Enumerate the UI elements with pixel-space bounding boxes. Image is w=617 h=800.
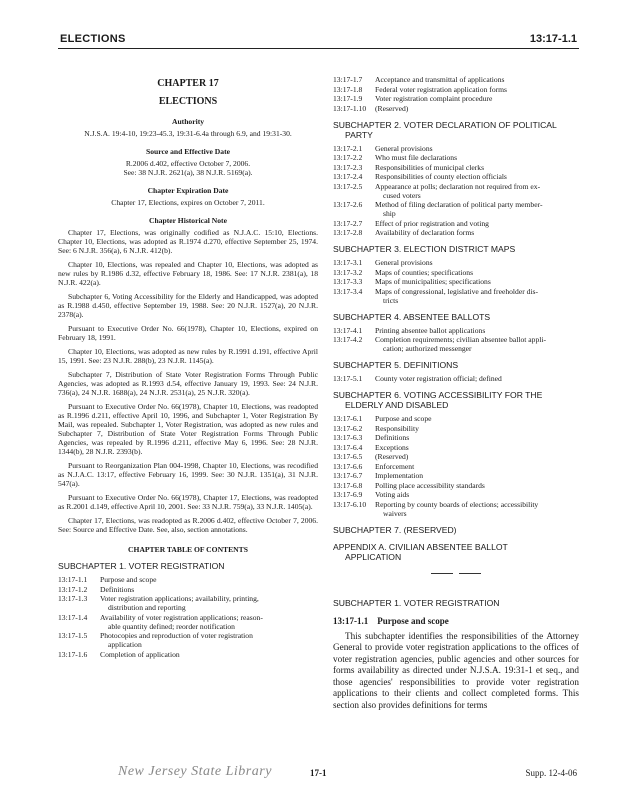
header-rule [58,48,579,49]
toc-entry-title-continuation: ship [383,209,396,218]
toc-entry [58,594,318,612]
toc-entry-title-line: Purpose and scope [375,414,432,423]
toc-entry-number: 13:17-6.5 [333,452,363,461]
history-note-paragraph: Subchapter 7, Distribution of State Voter Registration Forms Through Public Agencies, was adopted as R.1993 d.54, effective January 19, 1993. See: 24 N.J.R. 736(a), 24 N.J.R. 1688(a), 24 N.J.R. 2531(a), 25 N.J.R. 320(a). [58,370,318,397]
toc-entry-title [375,490,579,499]
chapter-title: CHAPTER 17 [157,78,219,89]
toc-entry [333,414,579,423]
toc-entry-title [375,500,579,518]
toc-subchapter-1: SUBCHAPTER 1. VOTER REGISTRATION [58,561,225,571]
toc-entry-number: 13:17-2.2 [333,153,363,162]
toc-entry-title-line: Printing absentee ballot applications [375,325,486,335]
toc-subchapter-3: SUBCHAPTER 3. ELECTION DISTRICT MAPS [333,244,516,254]
toc-entry-number: 13:17-1.7 [333,75,363,84]
toc-entry-title-continuation: cation; authorized messenger [383,344,472,353]
toc-entry [333,200,579,218]
history-notes [58,228,318,534]
history-note-paragraph: Chapter 10, Elections, was adopted as new rules by R.1991 d.191, effective April 15, 1991. See: 23 N.J.R. 288(b), 23 N.J.R. 1145(a). [58,347,318,365]
section-divider [333,569,579,578]
toc-entry [333,277,579,286]
toc-entry-number: 13:17-3.3 [333,277,363,286]
toc-entry-title-line: Responsibility [375,423,419,433]
toc-entry-number: 13:17-1.8 [333,84,363,94]
toc-entry-title [375,172,579,181]
toc-entry [333,374,579,383]
history-note-paragraph: Pursuant to Executive Order No. 66(1978), Chapter 10, Elections, expired on February 18, 1991. [58,324,318,342]
supplement-date: Supp. 12-4-06 [525,768,577,778]
authority-heading: Authority [171,117,205,126]
toc-entry-title-line: (Reserved) [375,103,409,113]
toc-entry-title-line: Maps of counties; specifications [375,267,474,277]
toc-entry-title-line: Availability of declaration forms [375,228,475,237]
toc-entry-title-line: Responsibilities of county election officials [375,172,507,181]
toc-entry-title [375,153,579,162]
toc-entry-number: 13:17-4.1 [333,325,363,335]
toc-entry-number: 13:17-1.2 [58,584,88,594]
toc-entry [333,326,579,335]
toc-entry-title [100,585,318,594]
toc-subchapter-5-list [333,374,579,383]
toc-entry-title-continuation: tricts [383,295,399,305]
toc-entry [58,575,318,584]
toc-entry-number: 13:17-6.4 [333,442,363,452]
toc-entry-title-line: General provisions [375,143,433,153]
page-number: 17-1 [310,768,327,778]
toc-entry [333,335,579,353]
toc-entry [333,228,579,237]
authority-text: N.J.S.A. 19:4-10, 19:23-45.3, 19:31-6.4a through 6.9, and 19:31-30. [84,129,292,138]
history-note-paragraph: Chapter 17, Elections, was readopted as R.2006 d.402, effective October 7, 2006. See: Source and Effective Date. See, also, section annotations. [58,516,318,534]
toc-entry [333,433,579,442]
body-subchapter-heading: SUBCHAPTER 1. VOTER REGISTRATION [333,597,500,608]
toc-entry-title [100,575,318,584]
toc-entry [333,144,579,153]
chapter-name: ELECTIONS [158,96,218,107]
toc-appendix-a-title-cont: APPLICATION [345,551,402,562]
toc-entry-title [375,144,579,153]
toc-entry-title-line: Availability of voter registration applications; reason- [100,612,263,622]
toc-entry [333,182,579,200]
toc-entry-title-line: Photocopies and reproduction of voter registration [100,631,253,640]
toc-entry [333,471,579,480]
toc-entry-title-line: Purpose and scope [100,575,157,584]
toc-entry-title [100,631,318,649]
toc-entry-title-line: Maps of congressional, legislative and freeholder dis- [375,286,539,296]
toc-entry-title-line: Appearance at polls; declaration not required from ex- [375,181,541,191]
toc-entry-number: 13:17-1.5 [58,631,88,640]
toc-entry-number: 13:17-2.1 [333,143,363,153]
toc-entry-number: 13:17-6.8 [333,480,363,490]
history-note-paragraph: Pursuant to Reorganization Plan 004-1998, Chapter 10, Elections, was recodified as N.J.A.C. 13:17, effective February 16, 1999. See: 30 N.J.R. 1351(a), 31 N.J.R. 547(a). [58,461,318,488]
source-heading: Source and Effective Date [145,147,230,156]
running-header-title: ELECTIONS [60,33,126,45]
toc-entry-number: 13:17-2.6 [333,200,363,209]
toc-entry-title [375,163,579,172]
toc-entry-number: 13:17-2.5 [333,181,363,191]
source-text-1: R.2006 d.402, effective October 7, 2006. [125,159,251,168]
left-column [58,75,318,659]
toc-entry-number: 13:17-1.4 [58,612,88,622]
toc-entry-title-line: Who must file declarations [375,153,458,162]
toc-subchapter-2 [333,120,579,140]
toc-entry-number: 13:17-1.6 [58,649,88,659]
toc-entry-title-line: Reporting by county boards of elections; accessibility [375,499,539,509]
toc-entry-number: 13:17-1.1 [58,575,88,584]
toc-entry-title [375,443,579,452]
toc-subchapter-4-list [333,326,579,354]
toc-entry-title-line: Method of filing declaration of political party member- [375,200,543,209]
history-note-paragraph: Pursuant to Executive Order No. 66(1978), Chapter 17, Elections, was readopted as R.2001 d.149, effective April 10, 2001. See: 33 N.J.R. 759(a), 33 N.J.R. 1405(a). [58,493,318,511]
toc-appendix-a [333,542,579,562]
toc-entry-title-line: Exceptions [375,442,409,452]
toc-entry-title-line: Implementation [375,471,424,480]
toc-entry-title [375,452,579,461]
toc-subchapter-1-list [58,575,318,659]
toc-entry-title [100,594,318,612]
toc-entry-title [375,75,579,84]
toc-entry-number: 13:17-6.1 [333,414,363,423]
toc-entry-title [375,94,579,103]
toc-subchapter-6-list [333,414,579,518]
toc-entry [58,650,318,659]
toc-entry-title [100,613,318,631]
toc-entry-number: 13:17-1.3 [58,594,88,603]
toc-entry-number: 13:17-6.9 [333,490,363,499]
toc-entry-title [375,374,579,383]
toc-entry-title-continuation: application [108,640,142,649]
history-note-paragraph: Pursuant to Executive Order No. 66(1978), Chapter 10, Elections, was readopted as R.1996 d.211, effective April 10, 1996, and Subchapter 1, Voter Registration By Mail, was repealed. Subchapter 1, Voter Registration, was adopted as new rules and Subchapter 7, Distribution of State Voter Registration Forms Through Public Agencies, was repealed by R.1996 d.211, effective May 6, 1996. See: 28 N.J.R. 1344(b), 28 N.J.R. 2393(b). [58,402,318,456]
toc-subchapter-6-title-cont: ELDERLY AND DISABLED [345,400,449,410]
toc-subchapter-5: SUBCHAPTER 5. DEFINITIONS [333,360,459,370]
toc-entry [333,258,579,267]
toc-entry-title [375,462,579,471]
toc-subchapter-6-title: SUBCHAPTER 6. VOTING ACCESSIBILITY FOR THE [333,390,543,400]
toc-entry-number: 13:17-6.2 [333,423,363,433]
toc-entry-title [375,268,579,277]
running-header-section: 13:17-1.1 [529,33,577,45]
toc-entry [333,75,579,84]
toc-entry-number: 13:17-3.4 [333,286,363,296]
body-section-title: Purpose and scope [377,615,449,626]
toc-entry-title-line: Voter registration complaint procedure [375,94,493,103]
toc-entry-number: 13:17-1.10 [333,103,367,113]
toc-entry-number: 13:17-2.7 [333,218,363,228]
toc-entry-number: 13:17-2.4 [333,172,363,181]
toc-entry-title-line: Completion of application [100,649,180,659]
toc-entry-title-line: Maps of municipalities; specifications [375,277,491,286]
toc-entry-title-line: Polling place accessibility standards [375,480,485,490]
toc-entry-title-line: Definitions [375,433,410,442]
toc-entry-number: 13:17-6.7 [333,471,363,480]
library-watermark-logo: New Jersey State Library [118,764,272,779]
toc-entry-number: 13:17-6.10 [333,499,367,509]
toc-entry-title-line: General provisions [375,258,433,267]
toc-entry [58,613,318,631]
toc-entry-number: 13:17-2.8 [333,228,363,237]
toc-entry [333,153,579,162]
toc-entry-title-continuation: cused voters [383,190,421,200]
toc-entry-title [375,85,579,94]
toc-entry-number: 13:17-2.3 [333,162,363,172]
right-column [333,75,579,712]
toc-entry [333,452,579,461]
toc-entry-title-line: Completion requirements; civilian absentee ballot appli- [375,335,547,344]
toc-entry-title-line: (Reserved) [375,452,409,461]
toc-entry-title [375,481,579,490]
toc-subchapter-3-list [333,258,579,305]
toc-entry-number: 13:17-6.6 [333,461,363,471]
toc-entry-number: 13:17-4.2 [333,335,363,344]
toc-entry [333,94,579,103]
toc-entry-title [375,228,579,237]
toc-entry-title-line: Enforcement [375,461,415,471]
toc-entry [333,462,579,471]
toc-title: CHAPTER TABLE OF CONTENTS [128,545,248,554]
toc-appendix-a-title: APPENDIX A. CIVILIAN ABSENTEE BALLOT [333,541,508,552]
toc-entry-title [375,433,579,442]
toc-entry [333,172,579,181]
history-note-paragraph: Chapter 10, Elections, was repealed and Chapter 10, Elections, was adopted as new rules by R.1986 d.32, effective February 18, 1986. See: 17 N.J.R. 2381(a), 18 N.J.R. 422(a). [58,260,318,287]
toc-entry-title [375,471,579,480]
toc-entry [333,85,579,94]
toc-entry-number: 13:17-3.1 [333,258,363,267]
toc-entry-title [100,650,318,659]
toc-entry-title-line: Acceptance and transmittal of applications [375,75,505,84]
toc-entry-title-line: Definitions [100,584,135,594]
toc-entry-title-continuation: waivers [383,508,407,518]
toc-entry-title-line: Effect of prior registration and voting [375,218,489,228]
toc-entry-title [375,258,579,267]
toc-entry [333,219,579,228]
toc-entry-title-line: County voter registration official; defined [375,374,502,383]
toc-subchapter-2-list [333,144,579,238]
toc-entry-title-line: Voter registration applications; availability, printing, [100,594,259,603]
toc-entry-title [375,335,579,353]
history-heading: Chapter Historical Note [149,216,227,225]
toc-entry-title [375,219,579,228]
toc-entry [333,490,579,499]
toc-entry-title [375,424,579,433]
toc-entry-number: 13:17-5.1 [333,374,363,383]
toc-entry-number: 13:17-1.9 [333,94,363,103]
toc-entry [333,163,579,172]
toc-entry-title [375,277,579,286]
toc-entry-title-continuation: distribution and reporting [108,603,186,612]
toc-subchapter-2-title-cont: PARTY [345,129,373,140]
body-paragraph: This subchapter identifies the responsibilities of the Attorney General to provide voter registration applications to the offices of voter registration agencies, public agencies and other sources for forms availability as directed under N.J.S.A. 19:31-1 et seq., and those agencies' responsibilities to provide voter registration applications to their clients and collect completed forms. This section also provides definitions for terms [333,630,579,711]
toc-entry-title-line: Voting aids [375,490,410,499]
history-note-paragraph: Subchapter 6, Voting Accessibility for the Elderly and Handicapped, was adopted as R.1988 d.450, effective September 19, 1988. See: 20 N.J.R. 1527(a), 20 N.J.R. 2378(a). [58,292,318,319]
toc-entry-title-continuation: able quantity defined; reorder notification [108,621,235,631]
toc-entry-title-line: Federal voter registration application forms [375,84,508,94]
toc-subchapter-2-title: SUBCHAPTER 2. VOTER DECLARATION OF POLITICAL [333,119,557,130]
toc-entry-number: 13:17-6.3 [333,433,363,442]
toc-entry [58,585,318,594]
toc-entry-title-line: Responsibilities of municipal clerks [375,162,485,172]
toc-entry [333,500,579,518]
toc-entry-title [375,326,579,335]
toc-entry-number: 13:17-3.2 [333,267,363,277]
toc-entry [333,268,579,277]
toc-entry [333,104,579,113]
toc-entry [333,424,579,433]
toc-entry [333,287,579,305]
source-text-2: See: 38 N.J.R. 2621(a), 38 N.J.R. 5169(a). [123,168,253,177]
toc-subchapter-1-list-cont [333,75,579,113]
toc-entry-title [375,182,579,200]
expiration-text: Chapter 17, Elections, expires on October 7, 2011. [111,198,265,207]
toc-entry [333,481,579,490]
toc-entry [333,443,579,452]
body-section-number: 13:17-1.1 [333,615,369,626]
body-section-heading [333,617,579,626]
toc-entry-title [375,200,579,218]
toc-subchapter-6 [333,390,579,410]
toc-entry-title [375,414,579,423]
history-note-paragraph: Chapter 17, Elections, was originally codified as N.J.A.C. 15:10, Elections. Chapter 10, Elections, was adopted as R.1974 d.270, effective September 25, 1974. See: 6 N.J.R. 356(a), 6 N.J.R. 412(b). [58,228,318,255]
toc-entry-title [375,287,579,305]
toc-subchapter-7: SUBCHAPTER 7. (RESERVED) [333,524,457,535]
toc-entry-title [375,104,579,113]
expiration-heading: Chapter Expiration Date [147,186,229,195]
toc-subchapter-4: SUBCHAPTER 4. ABSENTEE BALLOTS [333,311,491,322]
toc-entry [58,631,318,649]
